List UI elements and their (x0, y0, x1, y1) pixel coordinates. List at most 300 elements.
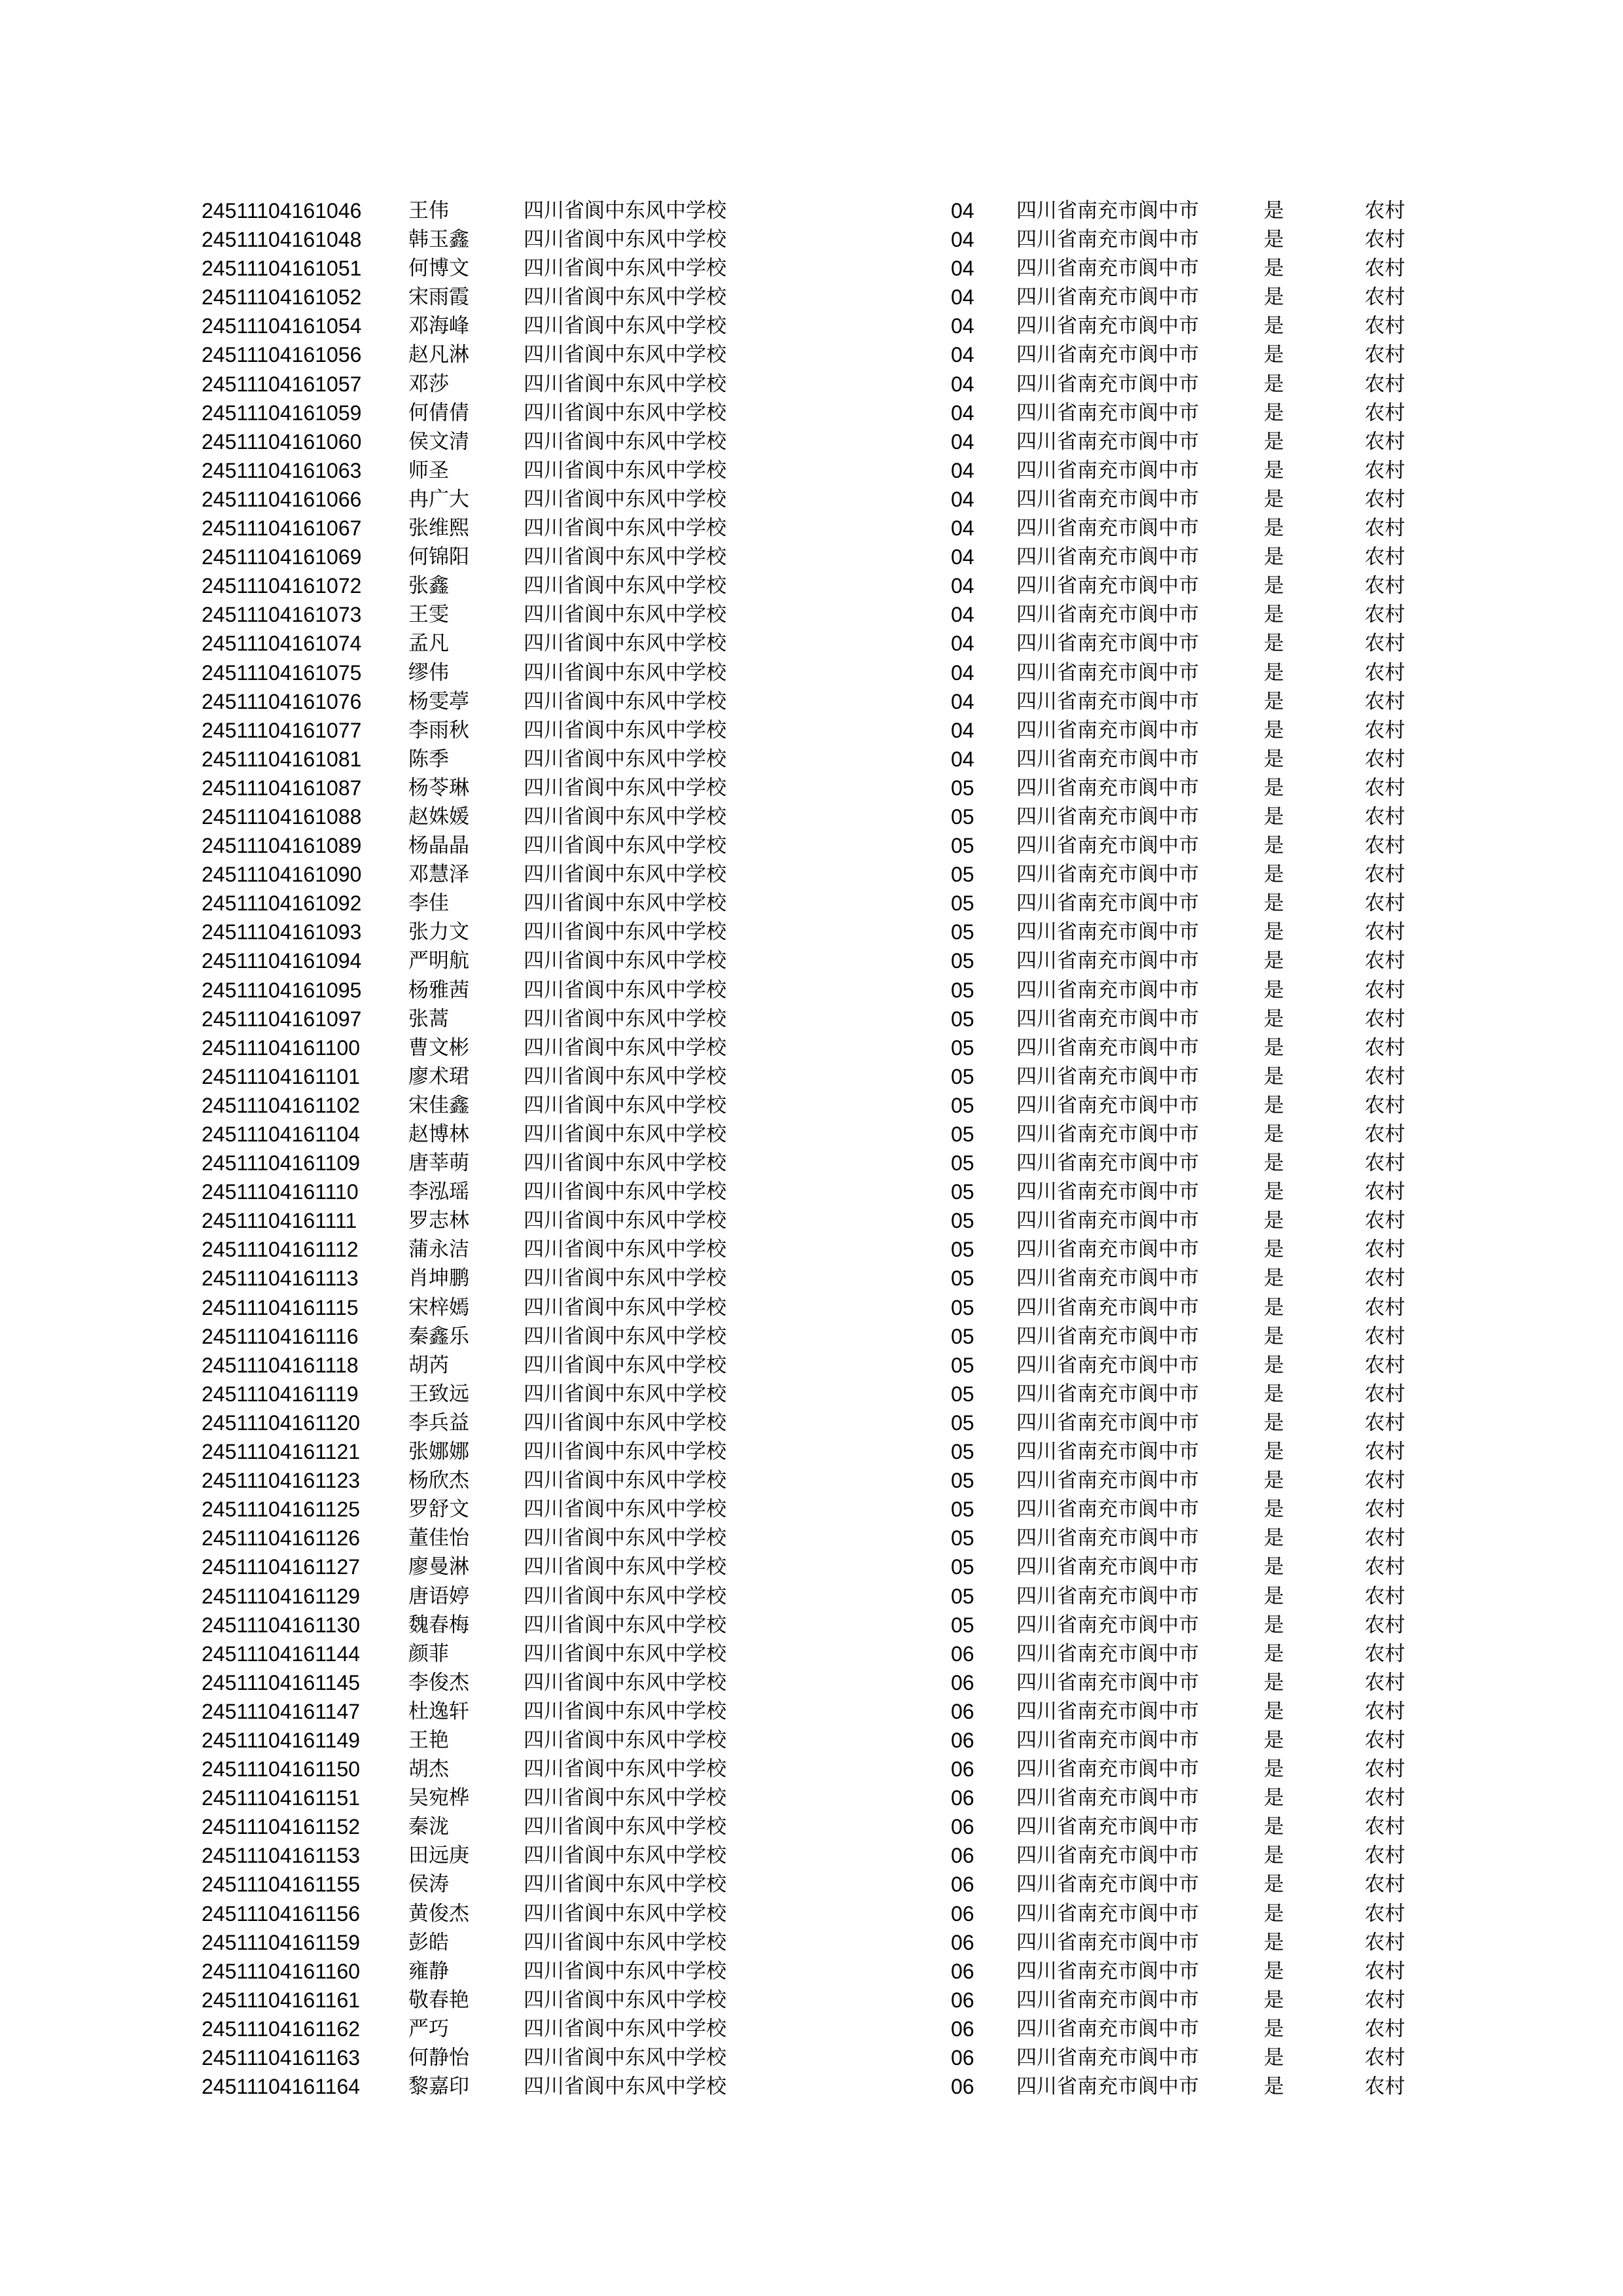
table-row (202, 1784, 1445, 1812)
table-row (202, 946, 1445, 975)
record-id: 24511104161161 (202, 1988, 361, 2012)
school-name: 四川省阆中东风中学校 (524, 257, 726, 281)
record-id: 24511104161118 (202, 1353, 359, 1377)
student-name: 杨晶晶 (408, 834, 469, 858)
student-name: 张力文 (408, 920, 469, 944)
status-flag: 是 (1264, 1786, 1284, 1810)
student-name: 王艳 (408, 1728, 449, 1752)
status-flag: 是 (1264, 458, 1284, 482)
status-flag: 是 (1264, 891, 1284, 916)
class-number: 05 (951, 804, 974, 829)
student-name: 缪伟 (408, 660, 449, 685)
student-name: 胡芮 (408, 1353, 449, 1377)
class-number: 04 (951, 285, 974, 310)
status-flag: 是 (1264, 1641, 1284, 1666)
student-name: 师圣 (408, 458, 449, 482)
school-name: 四川省阆中东风中学校 (524, 1382, 726, 1406)
residence-type: 农村 (1364, 804, 1405, 829)
residence-type: 农村 (1364, 545, 1405, 569)
status-flag: 是 (1264, 516, 1284, 541)
table-row (202, 1524, 1445, 1552)
school-name: 四川省阆中东风中学校 (524, 1295, 726, 1319)
status-flag: 是 (1264, 314, 1284, 338)
status-flag: 是 (1264, 1151, 1284, 1175)
status-flag: 是 (1264, 545, 1284, 569)
region-name: 四川省南充市阆中市 (1016, 1959, 1199, 1983)
class-number: 05 (951, 1007, 974, 1031)
residence-type: 农村 (1364, 1035, 1405, 1060)
region-name: 四川省南充市阆中市 (1016, 747, 1199, 771)
student-name: 王致远 (408, 1382, 469, 1406)
table-row (202, 196, 1445, 225)
table-row (202, 1351, 1445, 1380)
student-name: 董佳怡 (408, 1526, 469, 1551)
student-name: 赵姝媛 (408, 804, 469, 829)
school-name: 四川省阆中东风中学校 (524, 401, 726, 425)
school-name: 四川省阆中东风中学校 (524, 1498, 726, 1522)
region-name: 四川省南充市阆中市 (1016, 1266, 1199, 1291)
region-name: 四川省南充市阆中市 (1016, 314, 1199, 338)
table-row (202, 543, 1445, 571)
school-name: 四川省阆中东风中学校 (524, 1035, 726, 1060)
student-name: 彭皓 (408, 1930, 449, 1954)
record-id: 24511104161151 (202, 1786, 361, 1810)
record-id: 24511104161088 (202, 804, 362, 829)
status-flag: 是 (1264, 1007, 1284, 1031)
record-id: 24511104161163 (202, 2046, 361, 2070)
student-name: 张蒿 (408, 1007, 449, 1031)
status-flag: 是 (1264, 1613, 1284, 1637)
student-name: 侯文清 (408, 429, 469, 454)
record-id: 24511104161153 (202, 1844, 361, 1868)
record-id: 24511104161072 (202, 574, 362, 598)
status-flag: 是 (1264, 718, 1284, 742)
school-name: 四川省阆中东风中学校 (524, 1180, 726, 1204)
table-row (202, 254, 1445, 283)
class-number: 04 (951, 257, 974, 281)
class-number: 04 (951, 487, 974, 511)
table-row (202, 976, 1445, 1005)
region-name: 四川省南充市阆中市 (1016, 372, 1199, 396)
status-flag: 是 (1264, 949, 1284, 973)
table-row (202, 687, 1445, 716)
table-row (202, 658, 1445, 687)
record-id: 24511104161048 (202, 228, 362, 252)
residence-type: 农村 (1364, 1555, 1405, 1579)
region-name: 四川省南充市阆中市 (1016, 545, 1199, 569)
class-number: 06 (951, 2046, 974, 2070)
region-name: 四川省南充市阆中市 (1016, 1901, 1199, 1926)
school-name: 四川省阆中东风中学校 (524, 1151, 726, 1175)
residence-type: 农村 (1364, 2075, 1405, 2099)
class-number: 05 (951, 1498, 974, 1522)
record-id: 24511104161123 (202, 1469, 361, 1493)
student-name: 张鑫 (408, 574, 449, 598)
region-name: 四川省南充市阆中市 (1016, 660, 1199, 685)
student-name: 蒲永洁 (408, 1238, 469, 1262)
residence-type: 农村 (1364, 516, 1405, 541)
residence-type: 农村 (1364, 1324, 1405, 1348)
table-row (202, 1495, 1445, 1524)
student-name: 宋佳鑫 (408, 1093, 469, 1117)
residence-type: 农村 (1364, 1786, 1405, 1810)
table-row (202, 918, 1445, 946)
table-row (202, 399, 1445, 427)
student-name: 罗舒文 (408, 1498, 469, 1522)
student-name: 杨苓琳 (408, 776, 469, 800)
table-row (202, 1928, 1445, 1957)
class-number: 05 (951, 1151, 974, 1175)
school-name: 四川省阆中东风中学校 (524, 2046, 726, 2070)
region-name: 四川省南充市阆中市 (1016, 1498, 1199, 1522)
region-name: 四川省南充市阆中市 (1016, 1151, 1199, 1175)
table-row (202, 1293, 1445, 1322)
school-name: 四川省阆中东风中学校 (524, 2017, 726, 2041)
region-name: 四川省南充市阆中市 (1016, 689, 1199, 713)
student-name: 李俊杰 (408, 1670, 469, 1695)
status-flag: 是 (1264, 1901, 1284, 1926)
class-number: 05 (951, 1555, 974, 1579)
status-flag: 是 (1264, 776, 1284, 800)
class-number: 05 (951, 920, 974, 944)
school-name: 四川省阆中东风中学校 (524, 285, 726, 310)
status-flag: 是 (1264, 401, 1284, 425)
table-row (202, 1437, 1445, 1466)
record-id: 24511104161113 (202, 1266, 359, 1291)
status-flag: 是 (1264, 1122, 1284, 1146)
status-flag: 是 (1264, 285, 1284, 310)
table-row (202, 1697, 1445, 1726)
status-flag: 是 (1264, 1555, 1284, 1579)
residence-type: 农村 (1364, 1238, 1405, 1262)
table-row (202, 1235, 1445, 1264)
class-number: 04 (951, 199, 974, 223)
student-name: 肖坤鹏 (408, 1266, 469, 1291)
record-id: 24511104161100 (202, 1035, 361, 1060)
class-number: 05 (951, 1064, 974, 1088)
region-name: 四川省南充市阆中市 (1016, 1873, 1199, 1897)
table-row (202, 1380, 1445, 1408)
residence-type: 农村 (1364, 1440, 1405, 1464)
student-name: 严巧 (408, 2017, 449, 2041)
student-name: 邓海峰 (408, 314, 469, 338)
student-name: 王雯 (408, 603, 449, 627)
record-id: 24511104161145 (202, 1670, 361, 1695)
table-row (202, 1726, 1445, 1755)
class-number: 06 (951, 1728, 974, 1752)
school-name: 四川省阆中东风中学校 (524, 776, 726, 800)
table-row (202, 1408, 1445, 1437)
school-name: 四川省阆中东风中学校 (524, 863, 726, 887)
residence-type: 农村 (1364, 1209, 1405, 1233)
status-flag: 是 (1264, 1670, 1284, 1695)
table-row (202, 283, 1445, 312)
region-name: 四川省南充市阆中市 (1016, 1035, 1199, 1060)
school-name: 四川省阆中东风中学校 (524, 834, 726, 858)
residence-type: 农村 (1364, 863, 1405, 887)
school-name: 四川省阆中东风中学校 (524, 1670, 726, 1695)
region-name: 四川省南充市阆中市 (1016, 632, 1199, 656)
region-name: 四川省南充市阆中市 (1016, 1469, 1199, 1493)
residence-type: 农村 (1364, 1873, 1405, 1897)
status-flag: 是 (1264, 257, 1284, 281)
school-name: 四川省阆中东风中学校 (524, 804, 726, 829)
status-flag: 是 (1264, 372, 1284, 396)
class-number: 05 (951, 1382, 974, 1406)
record-id: 24511104161159 (202, 1930, 361, 1954)
record-id: 24511104161094 (202, 949, 362, 973)
student-name: 李兵益 (408, 1410, 469, 1435)
school-name: 四川省阆中东风中学校 (524, 1324, 726, 1348)
table-row (202, 889, 1445, 918)
region-name: 四川省南充市阆中市 (1016, 1757, 1199, 1782)
record-id: 24511104161110 (202, 1180, 359, 1204)
status-flag: 是 (1264, 1757, 1284, 1782)
student-name: 宋梓嫣 (408, 1295, 469, 1319)
region-name: 四川省南充市阆中市 (1016, 834, 1199, 858)
student-name: 唐莘萌 (408, 1151, 469, 1175)
record-id: 24511104161060 (202, 429, 362, 454)
student-name: 陈季 (408, 747, 449, 771)
school-name: 四川省阆中东风中学校 (524, 1641, 726, 1666)
region-name: 四川省南充市阆中市 (1016, 1209, 1199, 1233)
table-row (202, 427, 1445, 456)
student-name: 杨雯葶 (408, 689, 469, 713)
table-row (202, 225, 1445, 254)
status-flag: 是 (1264, 1295, 1284, 1319)
student-name: 颜菲 (408, 1641, 449, 1666)
residence-type: 农村 (1364, 228, 1405, 252)
record-id: 24511104161111 (202, 1209, 357, 1233)
status-flag: 是 (1264, 2046, 1284, 2070)
record-id: 24511104161119 (202, 1382, 359, 1406)
class-number: 05 (951, 1209, 974, 1233)
student-name: 何锦阳 (408, 545, 469, 569)
region-name: 四川省南充市阆中市 (1016, 1180, 1199, 1204)
class-number: 04 (951, 314, 974, 338)
school-name: 四川省阆中东风中学校 (524, 1901, 726, 1926)
residence-type: 农村 (1364, 978, 1405, 1002)
table-row (202, 1005, 1445, 1033)
record-id: 24511104161120 (202, 1410, 361, 1435)
student-name: 秦泷 (408, 1815, 449, 1839)
record-id: 24511104161101 (202, 1064, 361, 1088)
student-name: 侯涛 (408, 1873, 449, 1897)
region-name: 四川省南充市阆中市 (1016, 1526, 1199, 1551)
table-row (202, 1841, 1445, 1870)
school-name: 四川省阆中东风中学校 (524, 1555, 726, 1579)
record-id: 24511104161147 (202, 1699, 361, 1723)
student-name: 张娜娜 (408, 1440, 469, 1464)
residence-type: 农村 (1364, 1613, 1405, 1637)
record-id: 24511104161149 (202, 1728, 361, 1752)
class-number: 04 (951, 372, 974, 396)
school-name: 四川省阆中东风中学校 (524, 689, 726, 713)
class-number: 05 (951, 1295, 974, 1319)
table-row (202, 1812, 1445, 1841)
class-number: 05 (951, 1180, 974, 1204)
status-flag: 是 (1264, 1469, 1284, 1493)
record-id: 24511104161056 (202, 343, 362, 367)
table-row (202, 1177, 1445, 1206)
school-name: 四川省阆中东风中学校 (524, 1353, 726, 1377)
student-name: 杜逸轩 (408, 1699, 469, 1723)
table-row (202, 2043, 1445, 2072)
table-row (202, 1322, 1445, 1351)
student-name: 孟凡 (408, 632, 449, 656)
residence-type: 农村 (1364, 1757, 1405, 1782)
residence-type: 农村 (1364, 603, 1405, 627)
residence-type: 农村 (1364, 718, 1405, 742)
table-row (202, 312, 1445, 340)
school-name: 四川省阆中东风中学校 (524, 718, 726, 742)
region-name: 四川省南充市阆中市 (1016, 458, 1199, 482)
residence-type: 农村 (1364, 1815, 1405, 1839)
student-name: 李雨秋 (408, 718, 469, 742)
status-flag: 是 (1264, 1844, 1284, 1868)
class-number: 04 (951, 603, 974, 627)
school-name: 四川省阆中东风中学校 (524, 920, 726, 944)
record-id: 24511104161156 (202, 1901, 361, 1926)
student-name: 邓莎 (408, 372, 449, 396)
status-flag: 是 (1264, 1035, 1284, 1060)
record-id: 24511104161063 (202, 458, 362, 482)
student-name: 杨雅茜 (408, 978, 469, 1002)
student-name: 韩玉鑫 (408, 228, 469, 252)
region-name: 四川省南充市阆中市 (1016, 949, 1199, 973)
table-row (202, 1091, 1445, 1120)
class-number: 04 (951, 545, 974, 569)
status-flag: 是 (1264, 920, 1284, 944)
table-row (202, 1870, 1445, 1899)
record-id: 24511104161074 (202, 632, 362, 656)
class-number: 04 (951, 401, 974, 425)
region-name: 四川省南充市阆中市 (1016, 285, 1199, 310)
table-row (202, 1466, 1445, 1495)
class-number: 06 (951, 1930, 974, 1954)
class-number: 06 (951, 1901, 974, 1926)
record-id: 24511104161075 (202, 660, 362, 685)
table-row (202, 860, 1445, 889)
school-name: 四川省阆中东风中学校 (524, 199, 726, 223)
school-name: 四川省阆中东风中学校 (524, 2075, 726, 2099)
status-flag: 是 (1264, 978, 1284, 1002)
student-name: 杨欣杰 (408, 1469, 469, 1493)
table-row (202, 1899, 1445, 1928)
class-number: 06 (951, 1815, 974, 1839)
status-flag: 是 (1264, 1266, 1284, 1291)
class-number: 06 (951, 1670, 974, 1695)
class-number: 05 (951, 1035, 974, 1060)
table-row (202, 1986, 1445, 2015)
table-row (202, 1120, 1445, 1149)
school-name: 四川省阆中东风中学校 (524, 1209, 726, 1233)
student-name: 罗志林 (408, 1209, 469, 1233)
region-name: 四川省南充市阆中市 (1016, 1440, 1199, 1464)
school-name: 四川省阆中东风中学校 (524, 1930, 726, 1954)
school-name: 四川省阆中东风中学校 (524, 632, 726, 656)
status-flag: 是 (1264, 747, 1284, 771)
status-flag: 是 (1264, 1728, 1284, 1752)
residence-type: 农村 (1364, 1151, 1405, 1175)
record-id: 24511104161052 (202, 285, 362, 310)
status-flag: 是 (1264, 1353, 1284, 1377)
status-flag: 是 (1264, 689, 1284, 713)
region-name: 四川省南充市阆中市 (1016, 2046, 1199, 2070)
student-name: 黄俊杰 (408, 1901, 469, 1926)
table-row (202, 1149, 1445, 1177)
student-name: 严明航 (408, 949, 469, 973)
record-id: 24511104161104 (202, 1122, 361, 1146)
class-number: 05 (951, 1526, 974, 1551)
student-name: 唐语婷 (408, 1584, 469, 1608)
residence-type: 农村 (1364, 1382, 1405, 1406)
residence-type: 农村 (1364, 891, 1405, 916)
school-name: 四川省阆中东风中学校 (524, 487, 726, 511)
school-name: 四川省阆中东风中学校 (524, 1988, 726, 2012)
table-row (202, 831, 1445, 860)
class-number: 06 (951, 1959, 974, 1983)
status-flag: 是 (1264, 603, 1284, 627)
region-name: 四川省南充市阆中市 (1016, 1295, 1199, 1319)
class-number: 05 (951, 1613, 974, 1637)
status-flag: 是 (1264, 487, 1284, 511)
status-flag: 是 (1264, 660, 1284, 685)
residence-type: 农村 (1364, 2046, 1405, 2070)
record-id: 24511104161046 (202, 199, 362, 223)
class-number: 06 (951, 1873, 974, 1897)
student-name: 张维熙 (408, 516, 469, 541)
class-number: 06 (951, 1988, 974, 2012)
student-name: 雍静 (408, 1959, 449, 1983)
residence-type: 农村 (1364, 1410, 1405, 1435)
school-name: 四川省阆中东风中学校 (524, 1526, 726, 1551)
record-id: 24511104161164 (202, 2075, 361, 2099)
status-flag: 是 (1264, 632, 1284, 656)
residence-type: 农村 (1364, 1122, 1405, 1146)
student-name: 何倩倩 (408, 401, 469, 425)
region-name: 四川省南充市阆中市 (1016, 978, 1199, 1002)
status-flag: 是 (1264, 863, 1284, 887)
table-row (202, 716, 1445, 745)
region-name: 四川省南充市阆中市 (1016, 487, 1199, 511)
status-flag: 是 (1264, 1064, 1284, 1088)
student-name: 赵凡淋 (408, 343, 469, 367)
record-id: 24511104161127 (202, 1555, 361, 1579)
residence-type: 农村 (1364, 1930, 1405, 1954)
region-name: 四川省南充市阆中市 (1016, 718, 1199, 742)
record-id: 24511104161090 (202, 863, 362, 887)
residence-type: 农村 (1364, 1901, 1405, 1926)
record-id: 24511104161076 (202, 689, 362, 713)
residence-type: 农村 (1364, 1699, 1405, 1723)
residence-type: 农村 (1364, 1728, 1405, 1752)
student-name: 敬春艳 (408, 1988, 469, 2012)
class-number: 06 (951, 1786, 974, 1810)
class-number: 05 (951, 949, 974, 973)
status-flag: 是 (1264, 574, 1284, 598)
status-flag: 是 (1264, 1699, 1284, 1723)
class-number: 06 (951, 1757, 974, 1782)
status-flag: 是 (1264, 2017, 1284, 2041)
region-name: 四川省南充市阆中市 (1016, 2017, 1199, 2041)
status-flag: 是 (1264, 2075, 1284, 2099)
record-id: 24511104161102 (202, 1093, 361, 1117)
region-name: 四川省南充市阆中市 (1016, 776, 1199, 800)
table-row (202, 2072, 1445, 2101)
student-name: 李泓瑶 (408, 1180, 469, 1204)
status-flag: 是 (1264, 1815, 1284, 1839)
